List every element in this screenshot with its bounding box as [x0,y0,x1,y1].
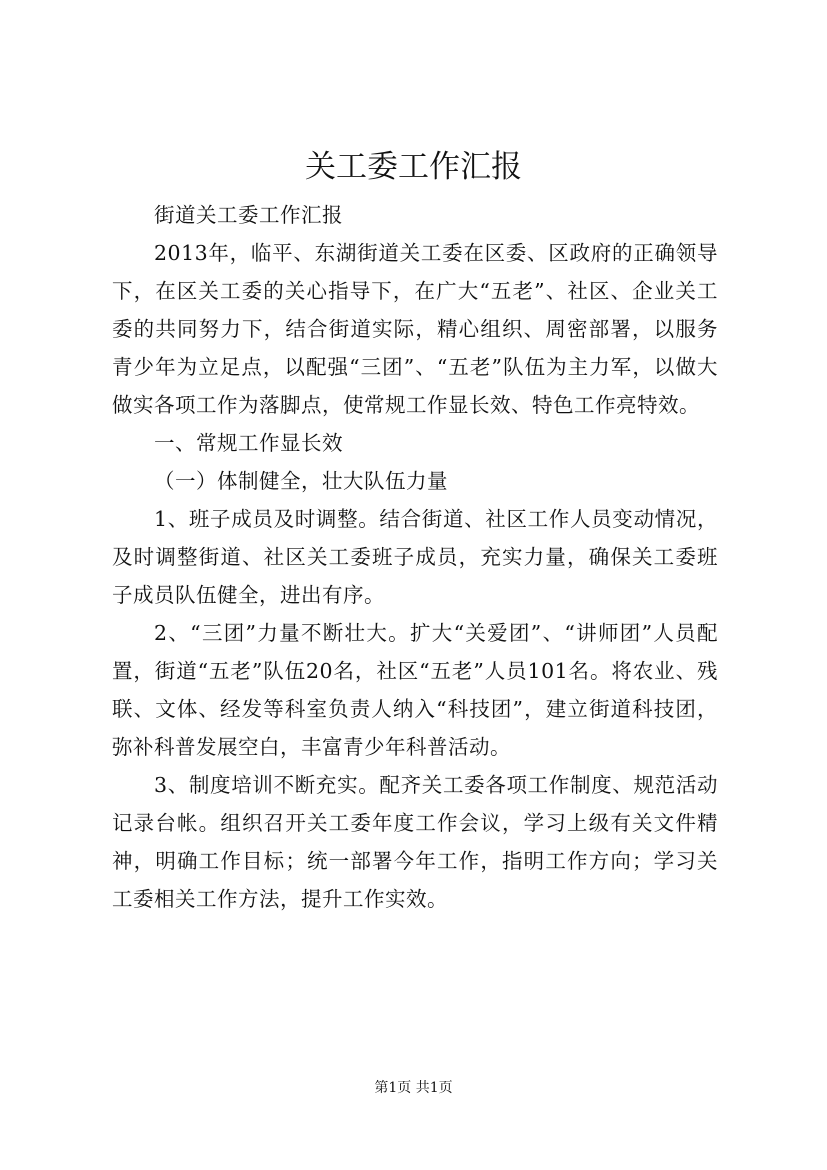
document-body [112,196,718,918]
page-footer: 第1页 共1页 [374,1080,453,1096]
paragraph-intro: 2013年，临平、东湖街道关工委在区委、区政府的正确领导下，在区关工委的关心指导下，在广大“五老”、社区、企业关工委的共同努力下，结合街道实际，精心组织、周密部署，以服务青少年为立足点，以配强“三团”、“五老”队伍为主力军，以做大做实各项工作为落脚点，使常规工作显长效、特色工作亮特效。 [112,241,718,417]
paragraph-subtitle: 街道关工委工作汇报 [154,203,343,227]
subsection-heading: （一）体制健全，壮大队伍力量 [154,469,448,493]
section-heading: 一、常规工作显长效 [154,431,343,455]
paragraph-item-1: 1、班子成员及时调整。结合街道、社区工作人员变动情况，及时调整街道、社区关工委班子成员，充实力量，确保关工委班子成员队伍健全，进出有序。 [112,507,718,607]
paragraph-item-3: 3、制度培训不断充实。配齐关工委各项工作制度、规范活动记录台帐。组织召开关工委年度工作会议，学习上级有关文件精神，明确工作目标；统一部署今年工作，指明工作方向；学习关工委相关工作方法，提升工作实效。 [112,773,718,911]
paragraph-item-2: 2、“三团”力量不断壮大。扩大“关爱团”、“讲师团”人员配置，街道“五老”队伍20名，社区“五老”人员101名。将农业、残联、文体、经发等科室负责人纳入“科技团”，建立街道科技团，弥补科普发展空白，丰富青少年科普活动。 [112,621,718,759]
document-title: 关工委工作汇报 [305,149,522,185]
